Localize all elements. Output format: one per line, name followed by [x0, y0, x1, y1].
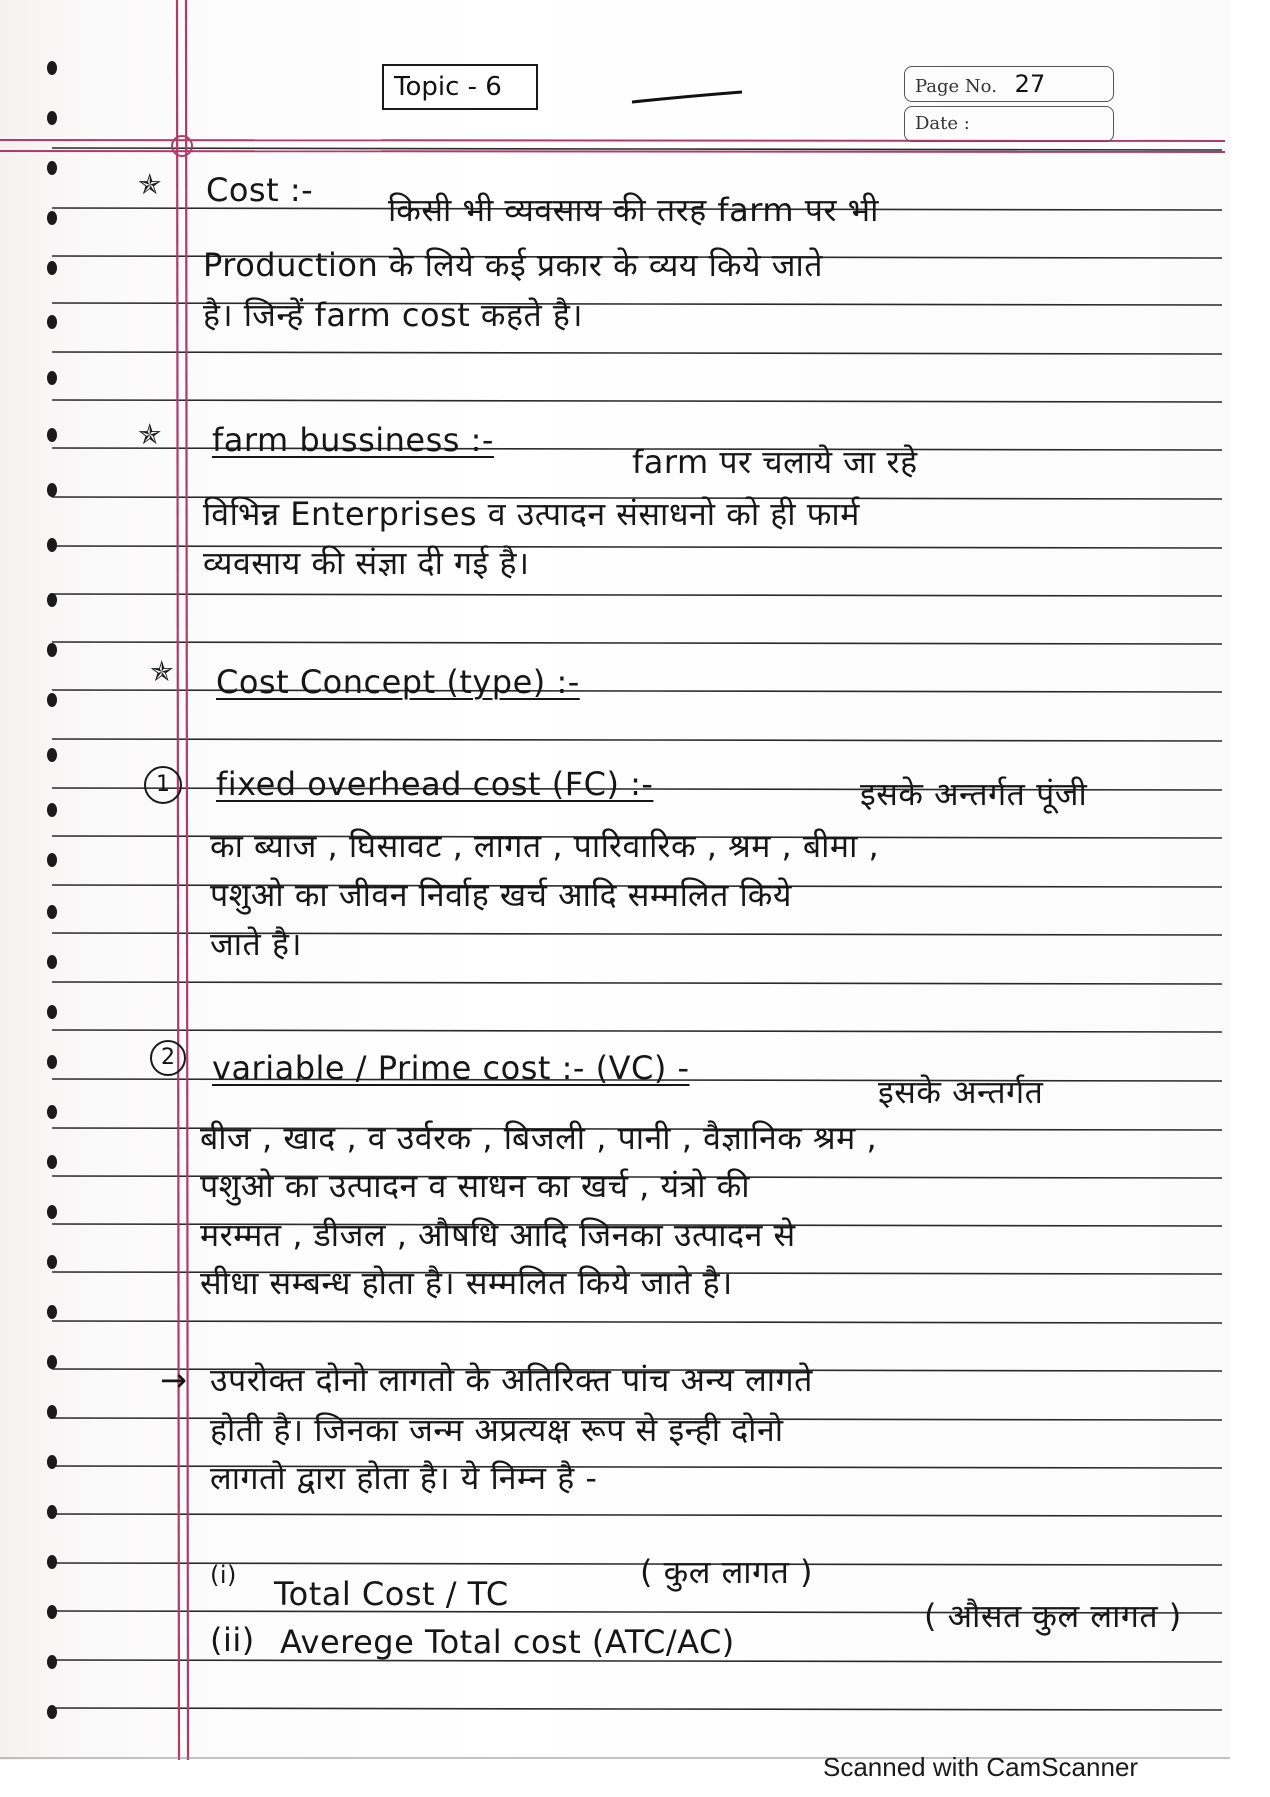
farm-business-line-3: व्यवसाय की संज्ञा दी गई है।	[203, 544, 530, 582]
cost-line-1: किसी भी व्यवसाय की तरह farm पर भी	[388, 191, 879, 229]
farm-business-heading: farm bussiness :-	[212, 421, 494, 459]
variable-line-4: मरम्मत , डीजल , औषधि आदि जिनका उत्पादन से	[200, 1216, 796, 1254]
variable-line-1: इसके अन्तर्गत	[878, 1073, 1044, 1111]
variable-line-3: पशुओ का उत्पादन व साधन का खर्च , यंत्रो की	[200, 1167, 751, 1205]
variable-line-5: सीधा सम्बन्ध होता है। सम्मलित किये जाते है।	[200, 1264, 733, 1302]
note-line-3: लागतो द्वारा होता है। ये निम्न है -	[210, 1459, 598, 1497]
page-number-value: 27	[1014, 70, 1046, 98]
fixed-line-4: जाते है।	[210, 925, 303, 963]
star-icon: ✯	[138, 418, 162, 451]
topic-box	[382, 64, 538, 110]
list-item-2-text: Averege Total cost (ATC/AC)	[280, 1623, 735, 1661]
star-icon: ✯	[138, 168, 162, 201]
list-item-1-hindi: ( कुल लागत )	[640, 1553, 813, 1591]
fixed-heading: fixed overhead cost (FC) :-	[216, 765, 654, 803]
variable-line-2: बीज , खाद , व उर्वरक , बिजली , पानी , वैज्ञानिक श्रम ,	[200, 1119, 878, 1157]
camscanner-watermark: Scanned with CamScanner	[823, 1752, 1139, 1782]
cost-line-2: Production के लिये कई प्रकार के व्यय किये जाते	[203, 246, 824, 284]
cost-line-3: है। जिन्हें farm cost कहते है।	[203, 296, 584, 334]
farm-business-line-1: farm पर चलाये जा रहे	[632, 443, 918, 481]
page-number-label: Page No.	[915, 76, 997, 97]
cost-heading: Cost :-	[206, 171, 314, 209]
variable-number-circle: 2	[150, 1040, 186, 1076]
star-icon: ✯	[150, 655, 174, 688]
variable-heading: variable / Prime cost :- (VC) -	[212, 1049, 690, 1087]
fixed-line-1: इसके अन्तर्गत पूंजी	[860, 775, 1088, 813]
arrow-icon: →	[160, 1361, 188, 1399]
date-label: Date :	[915, 113, 970, 134]
cost-concept-heading: Cost Concept (type) :-	[216, 663, 580, 701]
farm-business-line-2: विभिन्न Enterprises व उत्पादन संसाधनो को ही फार्म	[203, 495, 860, 533]
topic-label: Topic - 6	[394, 72, 502, 102]
list-item-2-hindi: ( औसत कुल लागत )	[924, 1597, 1182, 1635]
fixed-line-3: पशुओ का जीवन निर्वाह खर्च आदि सम्मलित किये	[210, 876, 792, 914]
note-line-2: होती है। जिनका जन्म अप्रत्यक्ष रूप से इन्ही दोनो	[210, 1411, 784, 1449]
list-item-2-number: (ii)	[210, 1621, 255, 1659]
date-box	[904, 106, 1114, 142]
list-item-1-text: Total Cost / TC	[274, 1575, 509, 1613]
note-line-1: उपरोक्त दोनो लागतो के अतिरिक्त पांच अन्य लागते	[210, 1361, 813, 1399]
list-item-1-number: (i)	[210, 1561, 237, 1589]
fixed-number-circle: 1	[144, 766, 182, 804]
fixed-line-2: का ब्याज , घिसावट , लागत , पारिवारिक , श्रम , बीमा ,	[210, 827, 880, 865]
page-number-box	[904, 66, 1114, 102]
